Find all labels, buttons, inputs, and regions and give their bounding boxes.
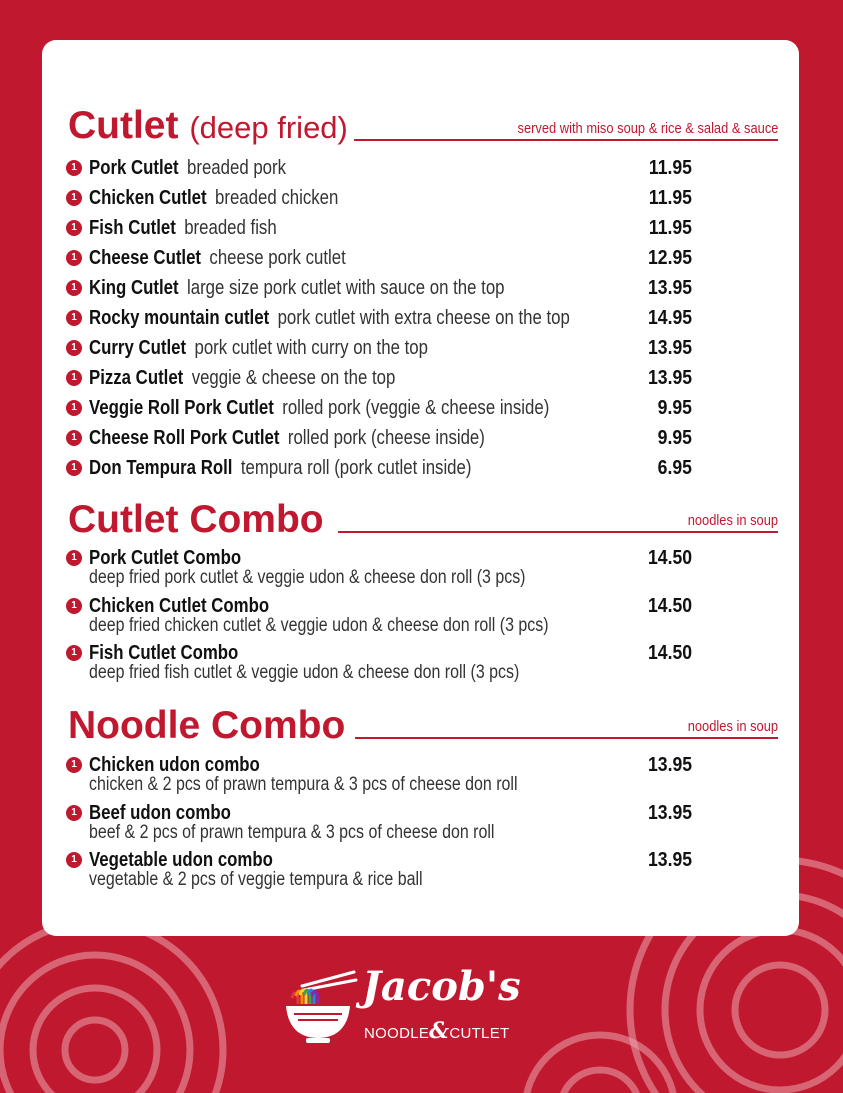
item-number-badge: 1: [66, 805, 82, 821]
item-name: Veggie Roll Pork Cutlet: [89, 397, 274, 419]
item-line: [89, 364, 395, 392]
item-price: 9.95: [657, 397, 692, 419]
item-description: pork cutlet with curry on the top: [194, 337, 428, 359]
noodle-combo-title: Noodle Combo: [68, 704, 346, 747]
item-description: tempura roll (pork cutlet inside): [240, 457, 472, 479]
noodle-bowl-icon: [284, 968, 360, 1054]
item-price: 13.95: [647, 337, 692, 359]
item-price: 6.95: [657, 457, 692, 479]
brand-tag-cutlet: CUTLET: [449, 1025, 510, 1042]
item-name: Don Tempura Roll: [89, 457, 233, 479]
combo-line: [89, 595, 269, 617]
combo-description: vegetable & 2 pcs of veggie tempura & rice ball: [89, 869, 423, 890]
item-price: 13.95: [647, 277, 692, 299]
item-description: veggie & cheese on the top: [191, 367, 396, 389]
item-price: 11.95: [648, 217, 692, 239]
item-number-badge: 1: [66, 340, 82, 356]
item-name: Cheese Roll Pork Cutlet: [89, 427, 280, 449]
brand-name: Jacob's: [362, 963, 521, 1010]
item-number-badge: 1: [66, 852, 82, 868]
item-line: [89, 424, 485, 452]
item-price: 11.95: [648, 187, 692, 209]
combo-description: deep fried chicken cutlet & veggie udon & cheese don roll (3 pcs): [89, 614, 549, 636]
menu-item: [66, 154, 692, 182]
item-name: Curry Cutlet: [89, 337, 187, 359]
item-number-badge: 1: [66, 220, 82, 236]
combo-line: [89, 547, 241, 569]
item-number-badge: 1: [66, 550, 82, 566]
combo-name: Beef udon combo: [89, 801, 231, 824]
combo-price: 14.50: [647, 547, 692, 569]
item-name: Fish Cutlet: [89, 217, 176, 239]
cutlet-combo-note: noodles in soup: [687, 512, 778, 529]
combo-price: 13.95: [647, 754, 692, 776]
item-number-badge: 1: [66, 460, 82, 476]
combo-description: deep fried pork cutlet & veggie udon & cheese don roll (3 pcs): [89, 567, 526, 588]
brand-tag-amp: &: [429, 1018, 450, 1044]
combo-line: [89, 754, 260, 776]
item-description: large size pork cutlet with sauce on the top: [186, 277, 505, 299]
cutlet-section-note: served with miso soup & rice & salad & sauce: [517, 120, 778, 137]
item-price: 11.95: [648, 157, 692, 179]
combo-item: [66, 849, 692, 895]
noodle-combo-section-rule: [355, 718, 778, 739]
item-number-badge: 1: [66, 310, 82, 326]
cutlet-section-rule: [354, 120, 778, 141]
menu-item: [66, 214, 692, 242]
item-line: [89, 454, 471, 482]
combo-price: 13.95: [647, 849, 692, 871]
combo-price: 14.50: [647, 642, 692, 664]
item-number-badge: 1: [66, 190, 82, 206]
item-line: [89, 214, 277, 242]
item-number-badge: 1: [66, 370, 82, 386]
combo-name: Chicken udon combo: [89, 754, 260, 776]
item-name: Cheese Cutlet: [89, 247, 202, 269]
item-description: pork cutlet with extra cheese on the top: [277, 307, 570, 329]
item-price: 14.95: [647, 307, 692, 329]
item-number-badge: 1: [66, 598, 82, 614]
combo-description: chicken & 2 pcs of prawn tempura & 3 pcs of cheese don roll: [89, 774, 518, 795]
combo-name: Vegetable udon combo: [89, 849, 273, 871]
cutlet-subtitle: (deep fried): [189, 110, 348, 145]
cutlet-combo-title: Cutlet Combo: [68, 498, 324, 541]
item-description: breaded chicken: [215, 187, 339, 209]
menu-item: [66, 394, 692, 422]
combo-name: Chicken Cutlet Combo: [89, 594, 270, 617]
item-price: 13.95: [647, 367, 692, 389]
cutlet-section-header: [68, 104, 778, 150]
menu-item: [66, 424, 692, 452]
combo-description: deep fried fish cutlet & veggie udon & cheese don roll (3 pcs): [89, 662, 520, 683]
item-number-badge: 1: [66, 280, 82, 296]
item-number-badge: 1: [66, 250, 82, 266]
item-number-badge: 1: [66, 757, 82, 773]
item-name: Chicken Cutlet: [89, 187, 207, 209]
combo-item: [66, 802, 692, 848]
combo-item: [66, 547, 692, 593]
item-line: [89, 394, 549, 422]
noodle-combo-note: noodles in soup: [687, 718, 778, 735]
cutlet-combo-section-rule: [338, 512, 778, 533]
menu-item: [66, 274, 692, 302]
item-line: [89, 154, 286, 182]
combo-item: [66, 754, 692, 800]
item-name: King Cutlet: [89, 277, 179, 299]
menu-item: [66, 244, 692, 272]
menu-item: [66, 364, 692, 392]
item-number-badge: 1: [66, 430, 82, 446]
item-line: [89, 274, 505, 302]
cutlet-section-title: [68, 104, 348, 150]
item-description: rolled pork (veggie & cheese inside): [282, 397, 550, 419]
combo-item: [66, 595, 692, 641]
item-price: 9.95: [657, 427, 692, 449]
combo-price: 14.50: [647, 594, 692, 617]
item-description: breaded pork: [187, 157, 287, 179]
item-number-badge: 1: [66, 400, 82, 416]
item-number-badge: 1: [66, 160, 82, 176]
menu-item: [66, 454, 692, 482]
cutlet-combo-section-header: [68, 498, 778, 542]
brand-logo: [284, 962, 534, 1052]
combo-item: [66, 642, 692, 688]
item-line: [89, 244, 346, 272]
item-line: [89, 334, 428, 362]
brand-tag-noodle: NOODLE: [364, 1025, 430, 1042]
item-line: [89, 184, 338, 212]
combo-line: [89, 849, 273, 871]
combo-line: [89, 642, 238, 664]
brand-tagline: [364, 1018, 509, 1044]
cutlet-title: Cutlet: [68, 104, 179, 147]
combo-name: Pork Cutlet Combo: [89, 547, 242, 569]
menu-item: [66, 304, 692, 332]
item-line: [89, 304, 570, 332]
item-name: Pizza Cutlet: [89, 367, 184, 389]
combo-price: 13.95: [647, 801, 692, 824]
item-price: 12.95: [647, 247, 692, 269]
item-number-badge: 1: [66, 645, 82, 661]
menu-item: [66, 184, 692, 212]
combo-line: [89, 802, 231, 824]
combo-name: Fish Cutlet Combo: [89, 642, 239, 664]
item-description: rolled pork (cheese inside): [287, 427, 485, 449]
item-description: breaded fish: [184, 217, 277, 239]
item-name: Rocky mountain cutlet: [89, 307, 270, 329]
menu-item: [66, 334, 692, 362]
item-name: Pork Cutlet: [89, 157, 179, 179]
noodle-combo-section-header: [68, 704, 778, 748]
item-description: cheese pork cutlet: [209, 247, 346, 269]
combo-description: beef & 2 pcs of prawn tempura & 3 pcs of cheese don roll: [89, 821, 495, 843]
